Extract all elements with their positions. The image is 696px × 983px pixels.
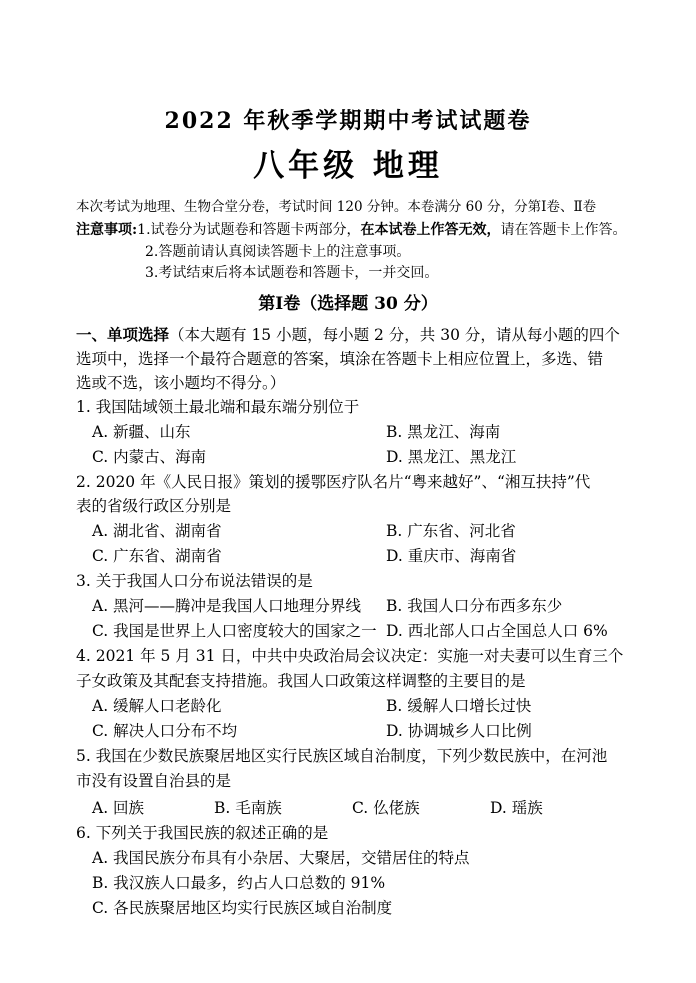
question-3-option-c: C. 我国是世界上人口密度较大的国家之一 bbox=[92, 622, 377, 640]
question-1-stem: 1. 我国陆域领土最北端和最东端分别位于 bbox=[76, 398, 360, 416]
question-1-option-c: C. 内蒙古、海南 bbox=[92, 448, 207, 466]
note-1-bold: 在本试卷上作答无效， bbox=[360, 222, 501, 238]
exam-subtitle: 八年级 地理 bbox=[253, 148, 443, 184]
question-5-option-b: B. 毛南族 bbox=[214, 799, 282, 817]
note-1-text-b: 请在答题卡上作答。 bbox=[500, 222, 627, 238]
question-5-option-a: A. 回族 bbox=[92, 799, 145, 817]
question-6-stem: 6. 下列关于我国民族的叙述正确的是 bbox=[76, 824, 329, 842]
intro-line: 本次考试为地理、生物合堂分卷，考试时间 120 分钟。本卷满分 60 分，分第Ⅰ卷、Ⅱ卷 bbox=[76, 199, 597, 215]
notes-label: 注意事项: bbox=[76, 222, 138, 238]
question-4-option-a: A. 缓解人口老龄化 bbox=[92, 697, 222, 715]
section-instructions-1 bbox=[76, 323, 620, 345]
question-3-option-b: B. 我国人口分布西多东少 bbox=[386, 597, 563, 615]
question-6-option-b: B. 我汉族人口最多，约占人口总数的 91% bbox=[92, 874, 386, 892]
question-5-option-c: C. 仫佬族 bbox=[352, 799, 420, 817]
question-4-stem-2: 子女政策及其配套支持措施。我国人口政策这样调整的主要目的是 bbox=[76, 672, 526, 690]
section-heading: 一、单项选择 bbox=[76, 325, 170, 344]
question-5-stem-2: 市没有设置自治县的是 bbox=[76, 772, 232, 790]
question-2-option-c: C. 广东省、湖南省 bbox=[92, 547, 222, 565]
question-1-option-d: D. 黑龙江、黑龙江 bbox=[386, 448, 517, 466]
question-3-option-a: A. 黑河——腾冲是我国人口地理分界线 bbox=[92, 597, 362, 615]
exam-title: 2022 年秋季学期期中考试试题卷 bbox=[164, 108, 532, 134]
question-3-option-d: D. 西北部人口占全国总人口 6% bbox=[386, 622, 608, 640]
question-5-option-d: D. 瑶族 bbox=[490, 799, 543, 817]
question-2-option-d: D. 重庆市、海南省 bbox=[386, 547, 517, 565]
section-instructions-2: 选项中，选择一个最符合题意的答案，填涂在答题卡上相应位置上，多选、错 bbox=[76, 350, 604, 368]
question-2-stem-2: 表的省级行政区分别是 bbox=[76, 497, 232, 515]
question-6-option-c: C. 各民族聚居地区均实行民族区域自治制度 bbox=[92, 899, 393, 917]
notes-line-1 bbox=[76, 219, 627, 239]
question-4-stem-1: 4. 2021 年 5 月 31 日，中共中央政治局会议决定：实施一对夫妻可以生育三个 bbox=[76, 647, 624, 665]
question-1-option-b: B. 黑龙江、海南 bbox=[386, 423, 501, 441]
question-1-option-a: A. 新疆、山东 bbox=[92, 423, 191, 441]
note-3: 3.考试结束后将本试题卷和答题卡，一并交回。 bbox=[145, 265, 439, 281]
question-4-option-c: C. 解决人口分布不均 bbox=[92, 722, 238, 740]
question-4-option-b: B. 缓解人口增长过快 bbox=[386, 697, 532, 715]
question-2-option-a: A. 湖北省、湖南省 bbox=[92, 522, 222, 540]
question-4-option-d: D. 协调城乡人口比例 bbox=[386, 722, 532, 740]
question-3-stem: 3. 关于我国人口分布说法错误的是 bbox=[76, 572, 313, 590]
note-1-text-a: 1.试卷分为试题卷和答题卡两部分， bbox=[137, 222, 361, 238]
question-5-stem-1: 5. 我国在少数民族聚居地区实行民族区域自治制度，下列少数民族中，在河池 bbox=[76, 747, 608, 765]
question-2-stem-1: 2. 2020 年《人民日报》策划的援鄂医疗队名片“粤来越好”、“湘互扶持”代 bbox=[76, 473, 591, 491]
note-2: 2.答题前请认真阅读答题卡上的注意事项。 bbox=[145, 244, 411, 260]
question-2-option-b: B. 广东省、河北省 bbox=[386, 522, 516, 540]
section-title: 第Ⅰ卷（选择题 30 分） bbox=[258, 294, 438, 314]
instructions-text-1: （本大题有 15 小题，每小题 2 分，共 30 分，请从每小题的四个 bbox=[169, 326, 620, 344]
section-instructions-3: 选或不选，该小题均不得分。） bbox=[76, 374, 286, 392]
question-6-option-a: A. 我国民族分布具有小杂居、大聚居，交错居住的特点 bbox=[92, 849, 470, 867]
